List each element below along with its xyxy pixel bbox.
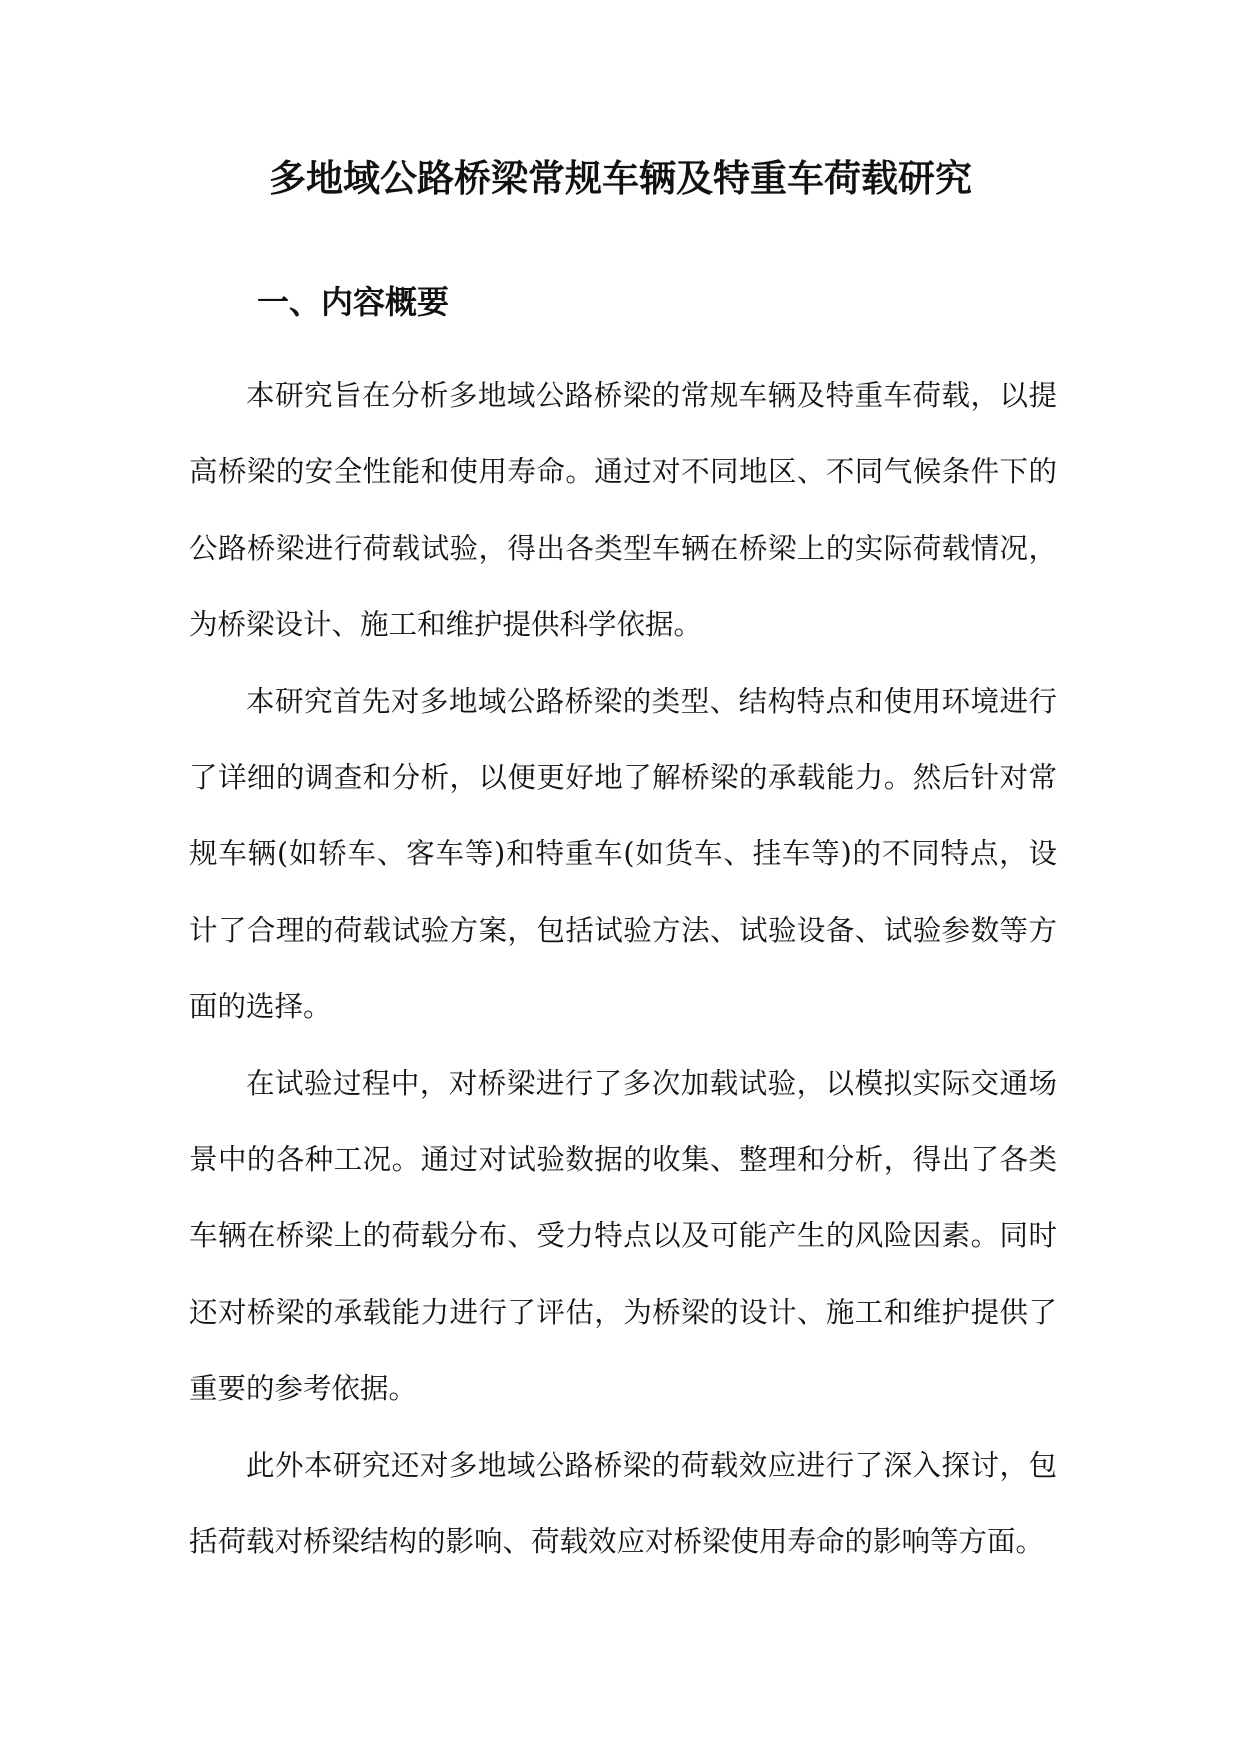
body-paragraph-4: 此外本研究还对多地域公路桥梁的荷载效应进行了深入探讨，包括荷载对桥梁结构的影响、荷载效应对桥梁使用寿命的影响等方面。: [189, 1448, 1057, 1559]
section-heading: 一、内容概要: [257, 283, 450, 321]
document-title: 多地域公路桥梁常规车辆及特重车荷载研究: [269, 156, 972, 200]
body-paragraph-2: 本研究首先对多地域公路桥梁的类型、结构特点和使用环境进行了详细的调查和分析，以便更好地了解桥梁的承载能力。然后针对常规车辆(如轿车、客车等)和特重车(如货车、挂车等)的不同特点，设计了合理的荷载试验方案，包括试验方法、试验设备、试验参数等方面的选择。: [189, 684, 1057, 1024]
body-paragraph-3: 在试验过程中，对桥梁进行了多次加载试验，以模拟实际交通场景中的各种工况。通过对试验数据的收集、整理和分析，得出了各类车辆在桥梁上的荷载分布、受力特点以及可能产生的风险因素。同时还对桥梁的承载能力进行了评估，为桥梁的设计、施工和维护提供了重要的参考依据。: [189, 1066, 1057, 1406]
body-paragraph-1: 本研究旨在分析多地域公路桥梁的常规车辆及特重车荷载，以提高桥梁的安全性能和使用寿命。通过对不同地区、不同气候条件下的公路桥梁进行荷载试验，得出各类型车辆在桥梁上的实际荷载情况，为桥梁设计、施工和维护提供科学依据。: [189, 379, 1057, 642]
document-body: [189, 358, 1057, 1581]
